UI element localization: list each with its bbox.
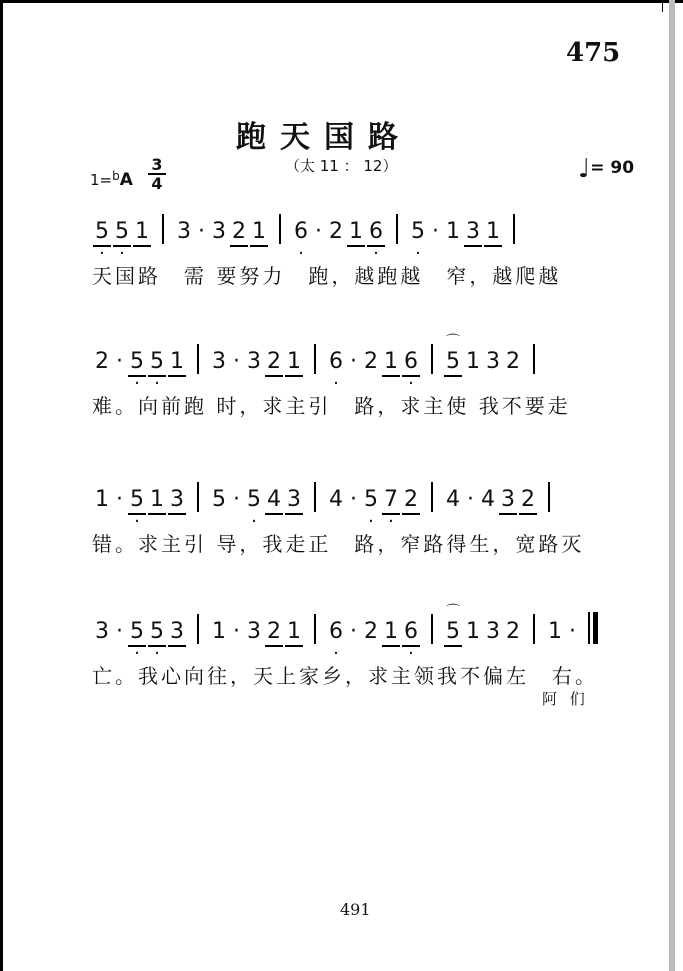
barline (431, 614, 433, 644)
note: 4 (264, 488, 284, 512)
barline (314, 344, 316, 374)
scan-corner-mark (662, 0, 663, 12)
barline (548, 482, 550, 512)
note: 3 (212, 349, 226, 374)
page-number: 491 (340, 900, 371, 919)
barline (533, 344, 535, 374)
key-prefix: 1= (90, 171, 113, 189)
note: 3 (212, 219, 226, 244)
hymn-title: 跑天国路 (236, 120, 412, 155)
note: · 5 (92, 220, 112, 244)
note: · 5 (127, 488, 147, 512)
barline (162, 214, 164, 244)
notation-row (92, 474, 622, 512)
note: · 5 (408, 220, 428, 244)
note: · 6 (401, 620, 421, 644)
note: 3 (95, 619, 109, 644)
note: 3 (247, 619, 261, 644)
note: · 6 (291, 220, 311, 244)
note: 2 (95, 349, 109, 374)
note: · 6 (401, 350, 421, 374)
notation-row (92, 336, 622, 374)
note: 1 (284, 620, 304, 644)
notation-row (92, 206, 622, 244)
barline (533, 614, 535, 644)
tempo-value: = 90 (590, 158, 635, 178)
notation-row (92, 606, 622, 644)
note: 1 (381, 350, 401, 374)
note: 2 (364, 619, 378, 644)
time-signature-bottom: 4 (148, 173, 166, 192)
augmentation-dot: · (467, 487, 474, 512)
barline (197, 614, 199, 644)
note: 3 (463, 220, 483, 244)
barline (279, 214, 281, 244)
note: 2 (264, 620, 284, 644)
note: · 6 (326, 620, 346, 644)
note: 2 (506, 619, 520, 644)
note: · 5 (147, 350, 167, 374)
note: 1 (466, 619, 480, 644)
note: 3 (167, 620, 187, 644)
lyrics-row: 天国路 需 要努力 跑，越跑越 窄，越爬越 (92, 264, 562, 288)
barline (431, 344, 433, 374)
augmentation-dot: · (233, 619, 240, 644)
score-line-2 (92, 336, 622, 419)
note: 3 (486, 619, 500, 644)
note: 1 (167, 350, 187, 374)
barline (431, 482, 433, 512)
augmentation-dot: · (116, 349, 123, 374)
note: ⌒ 5 (443, 350, 463, 374)
scan-border-left (0, 0, 3, 971)
note: 4 (481, 487, 495, 512)
note: · 5 (127, 350, 147, 374)
note: · 5 (147, 620, 167, 644)
barline (314, 614, 316, 644)
barline (197, 344, 199, 374)
key-name: A (119, 170, 133, 190)
note: 1 (483, 220, 503, 244)
time-signature-top: 3 (151, 155, 163, 174)
note: · 5 (244, 488, 264, 512)
note: 2 (506, 349, 520, 374)
quarter-note-icon: ♩ (578, 154, 591, 184)
lyrics-row: 亡。我心向往，天上家乡，求主领我不偏左 右。 (92, 664, 598, 688)
note: 2 (364, 349, 378, 374)
note: 2 (329, 219, 343, 244)
note: 1 (466, 349, 480, 374)
note: · 6 (326, 350, 346, 374)
augmentation-dot: · (198, 219, 205, 244)
augmentation-dot: · (233, 487, 240, 512)
note: ⌒ 5 (443, 620, 463, 644)
note: 2 (264, 350, 284, 374)
augmentation-dot: · (432, 219, 439, 244)
note: 5 (212, 487, 226, 512)
barline (396, 214, 398, 244)
note: 1 (132, 220, 152, 244)
scripture-reference: （太 11 ： 12） (285, 157, 398, 175)
note: 4 (329, 487, 343, 512)
augmentation-dot: · (116, 487, 123, 512)
note: 1 (381, 620, 401, 644)
note: · 5 (112, 220, 132, 244)
barline (314, 482, 316, 512)
note: 2 (401, 488, 421, 512)
note: 1 (548, 619, 562, 644)
note: 3 (498, 488, 518, 512)
augmentation-dot: · (233, 349, 240, 374)
scan-border-right (669, 0, 675, 971)
hymn-number: 475 (566, 38, 621, 68)
tempo-marking (578, 154, 634, 184)
scan-border-top (0, 0, 683, 3)
lyrics-row: 错。求主引 导，我走正 路，窄路得生，宽路灭 (92, 532, 585, 556)
augmentation-dot: · (116, 619, 123, 644)
note: 1 (95, 487, 109, 512)
flat-sign: b (112, 169, 120, 183)
augmentation-dot: · (350, 619, 357, 644)
amen-text: 阿 们 (542, 690, 589, 708)
note: 2 (229, 220, 249, 244)
note: 3 (284, 488, 304, 512)
note: 1 (284, 350, 304, 374)
note: 3 (486, 349, 500, 374)
note: · 7 (381, 488, 401, 512)
score-line-1 (92, 206, 622, 289)
note: · 6 (366, 220, 386, 244)
note: 1 (147, 488, 167, 512)
augmentation-dot: · (569, 619, 576, 644)
note: 3 (167, 488, 187, 512)
augmentation-dot: · (315, 219, 322, 244)
note: 3 (177, 219, 191, 244)
barline (197, 482, 199, 512)
note: 1 (346, 220, 366, 244)
score-line-3 (92, 474, 622, 557)
note: 2 (518, 488, 538, 512)
augmentation-dot: · (350, 487, 357, 512)
note: 3 (247, 349, 261, 374)
note: 4 (446, 487, 460, 512)
time-signature (148, 156, 166, 192)
score-line-4 (92, 606, 622, 689)
note: 1 (446, 219, 460, 244)
lyrics-row: 难。向前跑 时，求主引 路，求主使 我不要走 (92, 394, 571, 418)
barline (513, 214, 515, 244)
note: · 5 (127, 620, 147, 644)
key-signature (90, 170, 133, 190)
final-barline (588, 612, 598, 644)
note: 1 (249, 220, 269, 244)
note: 1 (212, 619, 226, 644)
augmentation-dot: · (350, 349, 357, 374)
note: · 5 (361, 488, 381, 512)
